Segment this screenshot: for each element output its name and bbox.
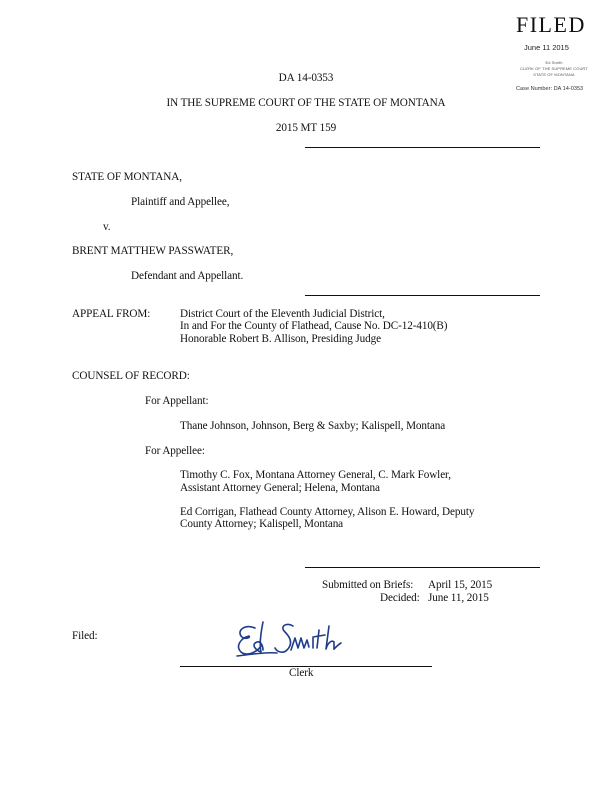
- decided-date: June 11, 2015: [428, 592, 489, 604]
- appeal-line: In and For the County of Flathead, Cause No. DC-12-410(B): [180, 320, 448, 332]
- divider-rule: [305, 567, 540, 568]
- appeal-line: District Court of the Eleventh Judicial District,: [180, 308, 385, 320]
- appellee-counsel: County Attorney; Kalispell, Montana: [180, 518, 344, 530]
- appellee-counsel: Ed Corrigan, Flathead County Attorney, Alison E. Howard, Deputy: [180, 506, 475, 518]
- counsel-heading: COUNSEL OF RECORD:: [72, 370, 190, 382]
- appellant-label: For Appellant:: [145, 395, 209, 407]
- court-name: IN THE SUPREME COURT OF THE STATE OF MONTANA: [166, 97, 446, 109]
- clerk-state: STATE OF MONTANA: [533, 72, 575, 77]
- appellee-label: For Appellee:: [145, 445, 205, 457]
- plaintiff-role: Plaintiff and Appellee,: [131, 196, 230, 208]
- submitted-label: Submitted on Briefs:: [322, 579, 414, 591]
- appeal-line: Honorable Robert B. Allison, Presiding Judge: [180, 333, 382, 345]
- appellant-counsel: Thane Johnson, Johnson, Berg & Saxby; Kalispell, Montana: [180, 420, 446, 432]
- divider-rule: [305, 147, 540, 148]
- docket-number: DA 14-0353: [278, 72, 334, 84]
- appeal-label: APPEAL FROM:: [72, 308, 151, 320]
- submitted-date: April 15, 2015: [428, 579, 493, 591]
- citation: 2015 MT 159: [275, 122, 337, 134]
- filed-label: Filed:: [72, 630, 98, 642]
- divider-rule: [305, 295, 540, 296]
- filed-stamp-title: FILED: [516, 12, 586, 37]
- clerk-signature: [233, 616, 363, 666]
- filed-stamp-date: June 11 2015: [524, 43, 569, 52]
- defendant-name: BRENT MATTHEW PASSWATER,: [72, 245, 234, 257]
- clerk-name: Ed Smith: [545, 60, 563, 65]
- decided-label: Decided:: [380, 592, 420, 604]
- versus: v.: [103, 221, 111, 233]
- clerk-title: CLERK OF THE SUPREME COURT: [520, 66, 588, 71]
- plaintiff-name: STATE OF MONTANA,: [72, 171, 182, 183]
- clerk-label: Clerk: [289, 667, 314, 679]
- defendant-role: Defendant and Appellant.: [131, 270, 244, 282]
- appellee-counsel: Assistant Attorney General; Helena, Montana: [180, 482, 380, 494]
- appellee-counsel: Timothy C. Fox, Montana Attorney General, C. Mark Fowler,: [180, 469, 451, 481]
- case-number: Case Number: DA 14-0353: [516, 86, 584, 92]
